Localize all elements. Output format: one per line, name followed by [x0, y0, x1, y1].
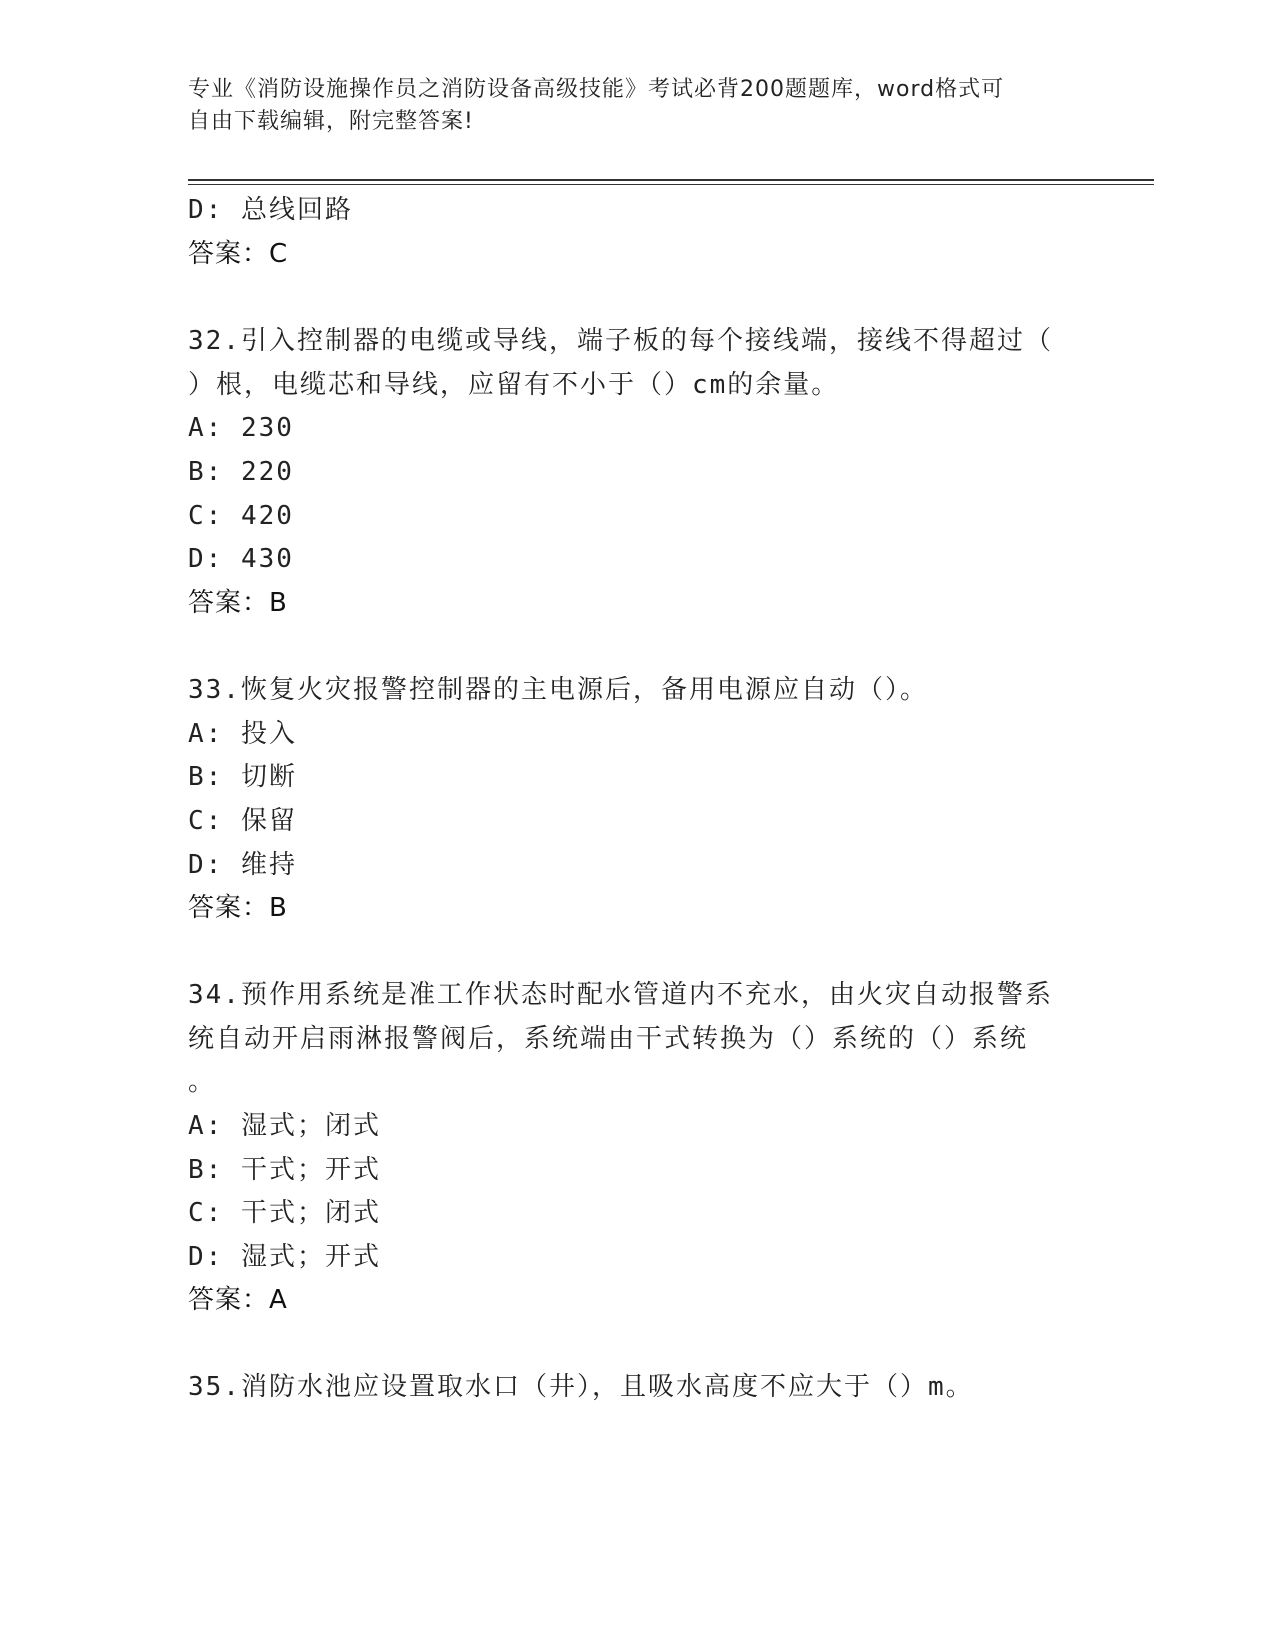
q32-stem-line-1: 32.引入控制器的电缆或导线，端子板的每个接线端，接线不得超过（	[188, 326, 1053, 356]
header-rule-thin	[188, 184, 1154, 185]
q33-answer: 答案：B	[188, 893, 288, 923]
header-title-line-2: 自由下载编辑，附完整答案!	[188, 109, 474, 134]
q34-option-d: D: 湿式；开式	[188, 1242, 381, 1272]
q34-stem-line-3: 。	[188, 1067, 217, 1097]
q33-stem-line-1: 33.恢复火灾报警控制器的主电源后，备用电源应自动（）。	[188, 675, 928, 705]
q32-option-b: B: 220	[188, 457, 294, 487]
q33-option-c: C: 保留	[188, 806, 297, 836]
q35-stem-line-1: 35.消防水池应设置取水口（井），且吸水高度不应大于（）m。	[188, 1372, 974, 1402]
prev-question-option-d: D: 总线回路	[188, 195, 353, 225]
q34-answer: 答案：A	[188, 1285, 288, 1315]
q32-option-c: C: 420	[188, 501, 294, 531]
q32-answer: 答案：B	[188, 588, 288, 618]
header-rule-thick	[188, 179, 1154, 181]
header-title-line-1: 专业《消防设施操作员之消防设备高级技能》考试必背200题题库，word格式可	[188, 77, 1005, 102]
q34-stem-line-2: 统自动开启雨淋报警阀后，系统端由干式转换为（）系统的（）系统	[188, 1024, 1029, 1054]
q33-option-a: A: 投入	[188, 719, 297, 749]
document-header	[188, 74, 1078, 138]
q32-option-a: A: 230	[188, 413, 294, 443]
q34-stem-line-1: 34.预作用系统是准工作状态时配水管道内不充水，由火灾自动报警系	[188, 980, 1053, 1010]
q32-stem-line-2: ）根，电缆芯和导线，应留有不小于（）cm的余量。	[188, 370, 840, 400]
q33-option-b: B: 切断	[188, 762, 297, 792]
q34-option-a: A: 湿式；闭式	[188, 1111, 381, 1141]
prev-question-answer: 答案：C	[188, 239, 289, 269]
q32-option-d: D: 430	[188, 544, 294, 574]
q34-option-c: C: 干式；闭式	[188, 1198, 381, 1228]
q34-option-b: B: 干式；开式	[188, 1155, 381, 1185]
q33-option-d: D: 维持	[188, 850, 297, 880]
